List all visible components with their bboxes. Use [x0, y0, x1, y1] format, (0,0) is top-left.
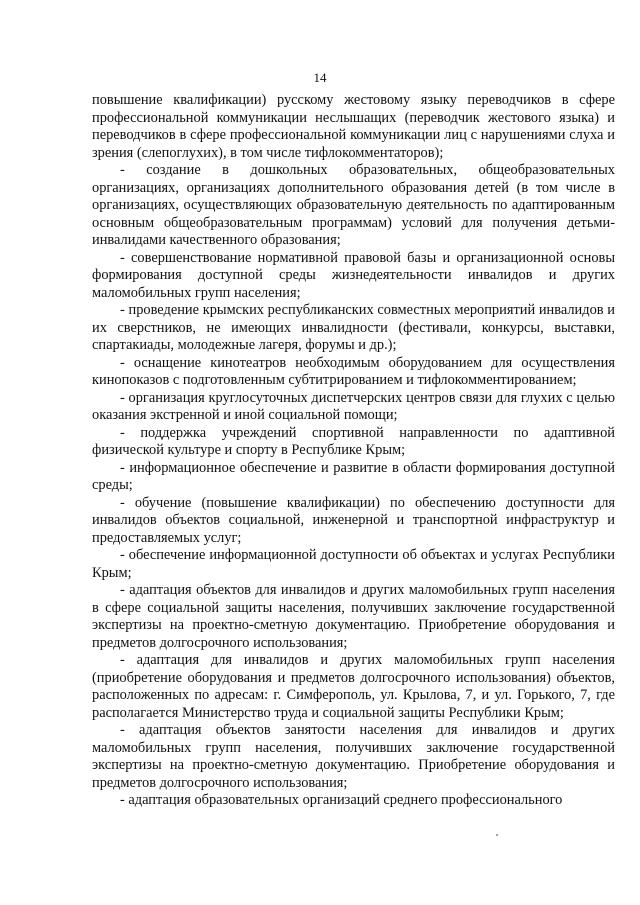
document-body	[92, 92, 615, 810]
list-item-legal-framework: - совершенствование нормативной правовой базы и организационной основы формирования доступной среды жизнедеятельности инвалидов и других маломобильных групп населения;	[92, 249, 615, 301]
list-item-joint-events: - проведение крымских республиканских совместных мероприятий инвалидов и их сверстников, не имеющих инвалидности (фестивали, конкурсы, выставки, спартакиады, молодежные лагеря, форумы и др.);	[92, 302, 615, 353]
list-item-adaptive-sport: - поддержка учреждений спортивной направленности по адаптивной физической культуре и спорту в Республике Крым;	[92, 424, 615, 458]
list-item-cinema-equipment: - оснащение кинотеатров необходимым оборудованием для осуществления кинопоказов с подготовленным субтитрированием и тифлокомментированием;	[92, 354, 615, 388]
paragraph-continuation: повышение квалификации) русскому жестовому языку переводчиков в сфере профессиональной коммуникации неслышащих (переводчик жестового языка) и переводчиков в сфере профессиональной коммуникации лиц с нарушениями слуха и зрения (слепоглухих), в том числе тифлокомментаторов);	[92, 92, 615, 161]
list-item-social-protection-adaptation: - адаптация объектов для инвалидов и других маломобильных групп населения в сфере социальной защиты населения, получивших заключение государственной экспертизы на проектно-сметную документацию. Приобретение оборудования и предметов долгосрочного использования;	[92, 582, 615, 651]
list-item-employment-adaptation: - адаптация объектов занятости населения для инвалидов и других маломобильных групп населения, получивших заключение государственной экспертизы на проектно-сметную документацию. Приобретение оборудования и предметов долгосрочного использования;	[92, 722, 615, 791]
list-item-training: - обучение (повышение квалификации) по обеспечению доступности для инвалидов объектов социальной, инженерной и транспортной инфраструктур и предоставляемых услуг;	[92, 494, 615, 546]
list-item-vocational-education: - адаптация образовательных организаций среднего профессионального	[120, 792, 563, 808]
list-item-dispatch-centers: - организация круглосуточных диспетчерских центров связи для глухих с целью оказания экстренной и иной социальной помощи;	[92, 389, 615, 423]
list-item-information-support: - информационное обеспечение и развитие в области формирования доступной среды;	[92, 459, 615, 493]
list-item-ministry-buildings-adaptation: - адаптация для инвалидов и других маломобильных групп населения (приобретение оборудования и предметов долгосрочного использования) объектов, расположенных по адресам: г. Симферополь, ул. Крылова, 7, и ул. Горького, 7, где располагается Министерство труда и социальной защиты Республики Крым;	[92, 652, 615, 721]
list-item-preschool-education: - создание в дошкольных образовательных, общеобразовательных организациях, организациях дополнительного образования детей (в том числе в организациях, осуществляющих образовательную деятельность по адаптированным основным общеобразовательным программам) условий для получения детьми-инвалидами качественного образования;	[92, 162, 615, 248]
list-item-information-accessibility: - обеспечение информационной доступности об объектах и услугах Республики Крым;	[92, 547, 615, 581]
page-number: 14	[313, 70, 327, 85]
scan-speck	[496, 834, 498, 836]
